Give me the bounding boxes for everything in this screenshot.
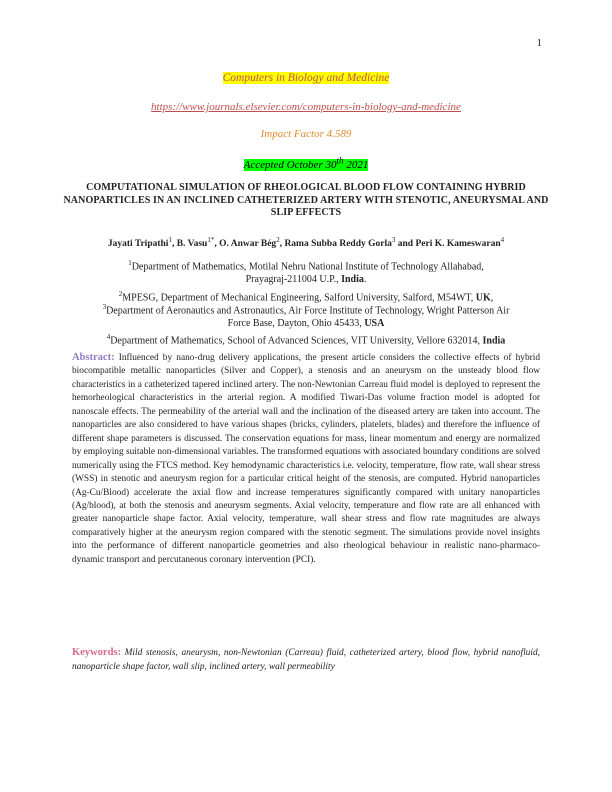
author-affiliation-sup: 3 bbox=[391, 236, 396, 244]
affiliation-sup: 1 bbox=[128, 259, 132, 267]
accepted-date bbox=[243, 155, 369, 171]
affiliation-4 bbox=[60, 331, 552, 347]
journal-name: Computers in Biology and Medicine bbox=[222, 72, 390, 84]
affiliation-3 bbox=[60, 301, 552, 330]
affiliation-text: Department of Aeronautics and Astronautics, Air Force Institute of Technology, Wright Patterson Air bbox=[106, 305, 510, 317]
accepted-date-year: 2021 bbox=[343, 158, 369, 171]
affiliation-sup: 3 bbox=[102, 303, 107, 311]
author-name: B. Vasu bbox=[176, 239, 208, 250]
journal-url-link[interactable]: https://www.journals.elsevier.com/computers-in-biology-and-medicine bbox=[151, 101, 461, 113]
affiliation-country: India bbox=[341, 274, 364, 286]
page-number: 1 bbox=[536, 37, 542, 49]
affiliation-country: USA bbox=[364, 318, 385, 330]
author-list: Jayati Tripathi$^1$, B. Vasu$^{1*}$, O. Anwar Bég$^2$, Rama Subba Reddy Gorla$^3$ and Peri K. Kameswaran$^4$ bbox=[107, 236, 505, 250]
accepted-date-line bbox=[0, 155, 612, 171]
author-name: Rama Subba Reddy Gorla bbox=[284, 239, 392, 250]
author-affiliation-sup: 2 bbox=[276, 236, 280, 244]
affiliation-country: India bbox=[482, 335, 506, 347]
affiliation-text: MPESG, Department of Mechanical Engineering, Salford University, Salford, M54WT, bbox=[122, 292, 476, 304]
affiliation-1 bbox=[60, 257, 552, 286]
author-affiliation-sup: 4 bbox=[500, 236, 505, 244]
abstract-text: Influenced by nano-drug delivery applications, the present article considers the collective effects of hybrid biocompatible metallic nanoparticles (Silver and Copper), a stenosis and an aneurysm on the unsteady blood flow characteristics in a catheterized tapered inclined artery. The non-Newtonian Carreau fluid model is deployed to represent the hemorheological characteristics in the arterial region. A modified Tiwari-Das volume fraction model is adopted for nanoscale effects. The permeability of the arterial wall and the inclination of the diseased artery are taken into account. The nanoparticles are also considered to have various shapes (bricks, cylinders, platelets, blades) and therefore the influence of different shape parameters is discussed. The conservation equations for mass, linear momentum and energy are normalized by employing suitable non-dimensional variables. The transformed equations with associated boundary conditions are solved numerically using the FTCS method. Key hemodynamic characteristics i.e. velocity, temperature, flow rate, wall shear stress (WSS) in stenotic and aneurysm region for a particular critical height of the stenosis, are computed. Hybrid nanoparticles (Ag-Cu/Blood) accelerate the axial flow and increase temperatures significantly compared with unitary nanoparticles (Ag/blood), at both the stenosis and aneurysm segments. Axial velocity, temperature and flow rate are all enhanced with greater nanoparticle shape factor. Axial velocity, temperature, wall shear stress and flow rate magnitudes are always comparatively higher at the aneurysm region compared with the stenotic segment. The simulations provide novel insights into the performance of different nanoparticle geometries and also rheological behaviour in realistic nano-pharmaco-dynamic transport and percutaneous coronary intervention (PCI). bbox=[72, 353, 540, 565]
affiliation-text: Force Base, Dayton, Ohio 45433, bbox=[227, 318, 365, 330]
author-affiliation-sup: 1 bbox=[168, 236, 172, 244]
journal-url-line bbox=[0, 101, 612, 113]
abstract-label: Abstract: bbox=[72, 352, 115, 363]
keywords-label: Keywords: bbox=[72, 647, 121, 658]
affiliation-country: UK bbox=[475, 292, 491, 304]
author-affiliation-sup: 1* bbox=[207, 236, 215, 244]
paper-title: COMPUTATIONAL SIMULATION OF RHEOLOGICAL BLOOD FLOW CONTAINING HYBRID NANOPARTICLES IN AN INCLINED CATHETERIZED ARTERY WITH STENOTIC, ANEURYSMAL AND SLIP EFFECTS bbox=[63, 182, 549, 218]
affiliation-text: Prayagraj-211004 U.P., bbox=[245, 274, 342, 286]
affiliation-text: Department of Mathematics, Motilal Nehru National Institute of Technology Allahabad, bbox=[131, 261, 484, 273]
affiliation-punct: , bbox=[490, 292, 494, 304]
accepted-date-text: Accepted October 30 bbox=[243, 158, 337, 171]
author-name: O. Anwar Bég bbox=[219, 239, 277, 250]
author-name: Jayati Tripathi bbox=[107, 239, 169, 250]
affiliation-sup: 2 bbox=[118, 290, 123, 298]
journal-name-line bbox=[0, 72, 612, 84]
keywords bbox=[72, 646, 540, 674]
affiliation-text: Department of Mathematics, School of Advanced Sciences, VIT University, Vellore 632014, bbox=[110, 335, 483, 347]
accepted-date-sup: th bbox=[336, 155, 344, 165]
keywords-text: Mild stenosis, aneurysm, non-Newtonian (Carreau) fluid, catheterized artery, blood flow, hybrid nanofluid, nanoparticle shape factor, wall slip, inclined artery, wall permeability bbox=[72, 648, 540, 672]
abstract bbox=[72, 351, 540, 567]
author-name: Peri K. Kameswaran bbox=[415, 239, 501, 250]
impact-factor: Impact Factor 4.589 bbox=[260, 128, 352, 140]
affiliation-sup: 4 bbox=[106, 333, 111, 341]
affiliation-punct: . bbox=[363, 274, 367, 286]
